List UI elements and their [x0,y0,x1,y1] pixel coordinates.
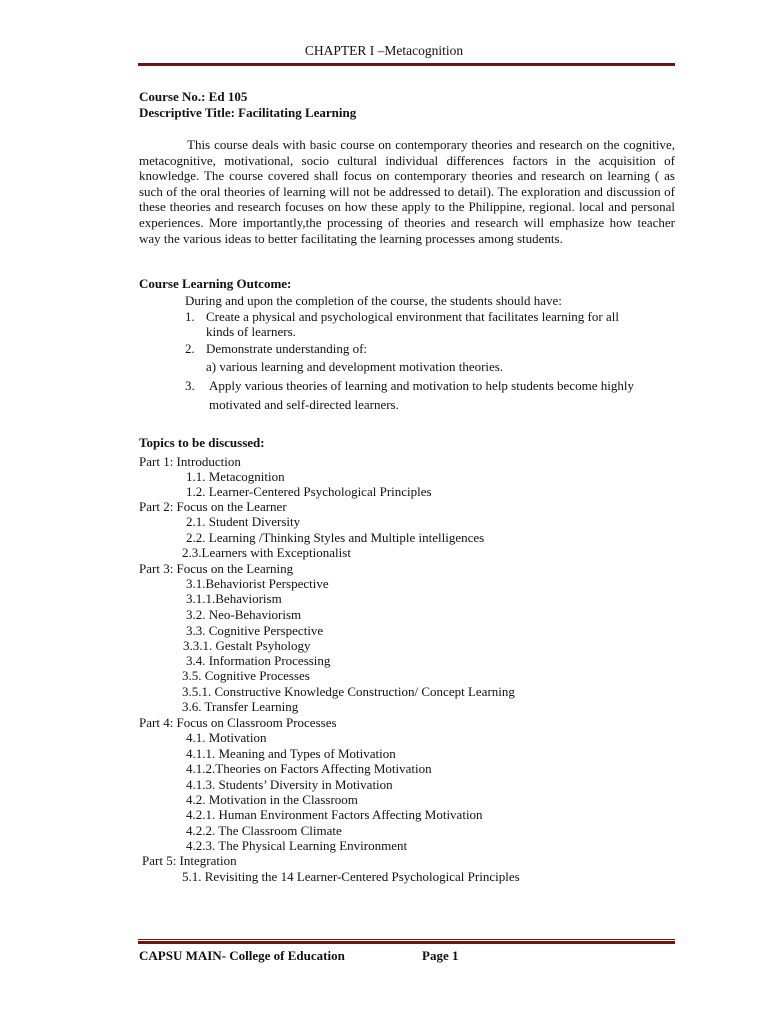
topic-part: Part 2: Focus on the Learner [139,499,287,514]
page-number: Page 1 [422,948,459,963]
topic-item: 1.2. Learner-Centered Psychological Principles [186,484,432,499]
topic-item: 4.1. Motivation [186,730,267,745]
topic-part: Part 4: Focus on Classroom Processes [139,715,337,730]
topic-part: Part 3: Focus on the Learning [139,561,294,576]
outcome-number: 2. [185,341,195,356]
topics-heading: Topics to be discussed: [139,435,265,450]
outcomes-intro: During and upon the completion of the course, the students should have: [185,293,562,308]
topic-item: 3.5. Cognitive Processes [182,668,310,683]
course-number: Course No.: Ed 105 [139,89,248,104]
topic-item: 2.1. Student Diversity [186,514,301,529]
topic-item: 3.1.Behaviorist Perspective [186,576,329,591]
topic-item: 3.3. Cognitive Perspective [186,623,324,638]
topic-part: Part 5: Integration [142,853,237,868]
footer-rule [138,939,675,944]
topic-item: 3.1.1.Behaviorism [186,591,282,606]
descriptive-title: Descriptive Title: Facilitating Learning [139,105,357,120]
topic-item: 5.1. Revisiting the 14 Learner-Centered Psychological Principles [182,869,520,884]
outcome-text: a) various learning and development motivation theories. [206,359,504,374]
topic-item: 3.2. Neo-Behaviorism [186,607,302,622]
outcome-text: kinds of learners. [206,324,296,339]
topic-part: Part 1: Introduction [139,454,241,469]
topic-item: 2.2. Learning /Thinking Styles and Multiple intelligences [186,530,485,545]
topic-item: 3.4. Information Processing [186,653,331,668]
topic-item: 4.2.3. The Physical Learning Environment [186,838,408,853]
outcome-text: Create a physical and psychological environment that facilitates learning for all [206,309,619,324]
topic-item: 2.3.Learners with Exceptionalist [182,545,351,560]
topic-item: 4.1.3. Students’ Diversity in Motivation [186,777,393,792]
topic-item: 4.2.2. The Classroom Climate [186,823,342,838]
chapter-title: CHAPTER I –Metacognition [304,43,464,58]
topic-item: 4.2. Motivation in the Classroom [186,792,358,807]
outcome-text: Demonstrate understanding of: [206,341,368,356]
topic-item: 3.5.1. Constructive Knowledge Construction/ Concept Learning [182,684,515,699]
footer-institution: CAPSU MAIN- College of Education [139,948,345,963]
outcome-text: motivated and self-directed learners. [209,397,399,412]
outcome-text: Apply various theories of learning and motivation to help students become highly [209,378,634,393]
topic-item: 3.3.1. Gestalt Psyhology [183,638,311,653]
outcomes-heading: Course Learning Outcome: [139,276,292,291]
header-rule [138,63,675,66]
outcome-number: 1. [185,309,195,324]
course-description: This course deals with basic course on contemporary theories and research on the cognitive, metacognitive, motivational, socio cultural individual differences factors in the acquisition of knowledge. The course covered shall focus on contemporary theories and research on learning ( as such of the oral theories of learning will not be addressed to detail). The exploration and discussion of these theories and research focuses on how these apply to the Philippine, regional. local and personal experiences. More importantly,the processing of theories and research will emphasize how teacher way the various ideas to better facilitating the learning processes among students. [139,137,675,246]
topic-item: 4.2.1. Human Environment Factors Affecting Motivation [186,807,483,822]
topic-item: 4.1.2.Theories on Factors Affecting Motivation [186,761,432,776]
topic-item: 3.6. Transfer Learning [182,699,299,714]
outcome-number: 3. [185,378,195,393]
topic-item: 1.1. Metacognition [186,469,285,484]
topic-item: 4.1.1. Meaning and Types of Motivation [186,746,396,761]
